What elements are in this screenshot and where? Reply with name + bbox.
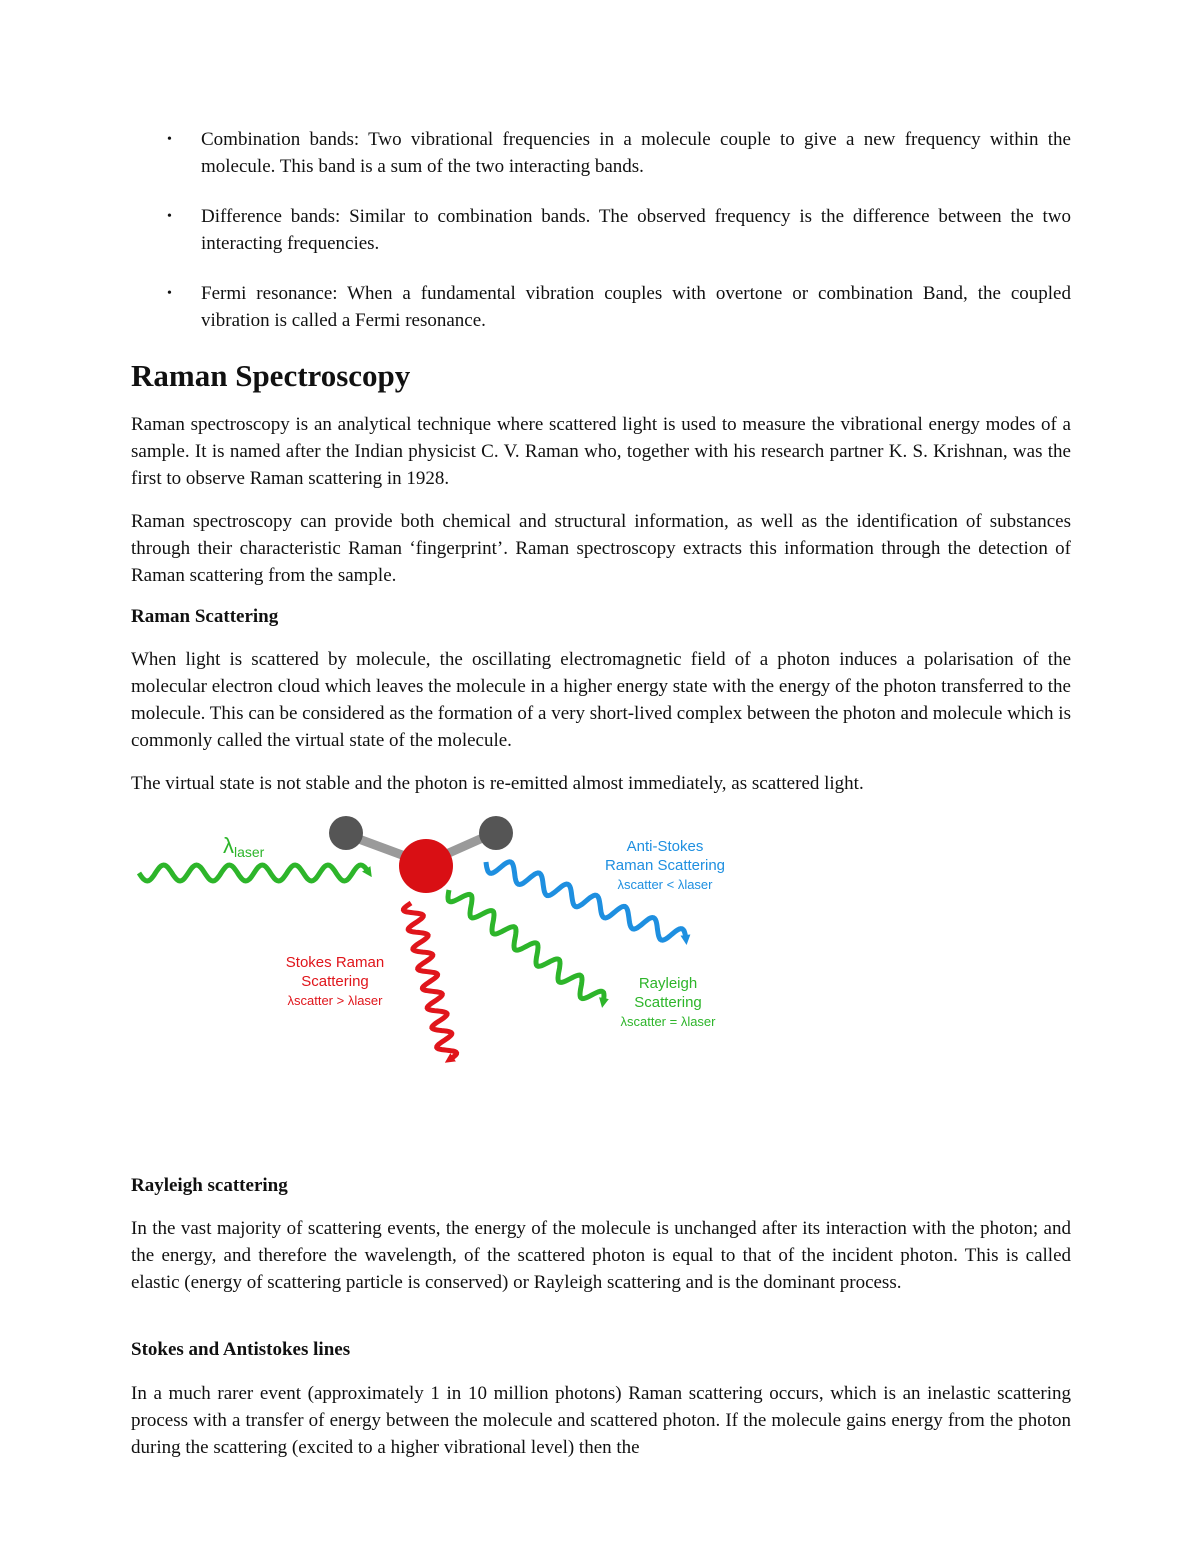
laser-subscript: laser xyxy=(234,844,265,860)
stokes-equation: λscatter > λlaser xyxy=(287,993,383,1008)
rayleigh-title-1: Rayleigh xyxy=(638,975,698,992)
raman-scattering-diagram xyxy=(131,810,751,1072)
stokes-title-1: Stokes Raman xyxy=(285,954,385,971)
rayleigh-paragraph: In the vast majority of scattering events, the energy of the molecule is unchanged after its interaction with the photon; and the energy, and therefore the wavelength, of the scattered photon is equal to that of the incident photon. This is called elastic (energy of scattering particle is conserved) or Rayleigh scattering and is the dominant process. xyxy=(131,1218,1071,1293)
stokes-wave xyxy=(403,903,456,1060)
stokes-paragraph: In a much rarer event (approximately 1 in 10 million photons) Raman scattering occurs, which is an inelastic scattering process with a transfer of energy between the molecule and scattered photon. If the molecule gains energy from the photon during the scattering (excited to a higher vibrational level) then the xyxy=(131,1383,1071,1458)
laser-lambda: λ xyxy=(223,833,234,858)
section-title: Raman Spectroscopy xyxy=(131,358,411,393)
bullet-list xyxy=(131,126,1071,357)
raman-scattering-paragraph-2: The virtual state is not stable and the photon is re-emitted almost immediately, as scattered light. xyxy=(131,773,864,794)
stokes-heading: Stokes and Antistokes lines xyxy=(131,1339,351,1360)
rayleigh-heading: Rayleigh scattering xyxy=(131,1175,288,1196)
raman-paragraph-2: Raman spectroscopy can provide both chemical and structural information, as well as the identification of substances through their characteristic Raman ‘fingerprint’. Raman spectroscopy extracts this information through the detection of Raman scattering from the sample. xyxy=(131,511,1071,586)
bullet-icon: • xyxy=(167,132,172,147)
bullet-icon: • xyxy=(167,209,172,224)
stokes-title-2: Scattering xyxy=(301,973,369,990)
bullet-combination-bands xyxy=(131,126,1071,180)
raman-scattering-paragraph-1: When light is scattered by molecule, the oscillating electromagnetic field of a photon induces a polarisation of the molecular electron cloud which leaves the molecule in a higher energy state with the energy of the photon transferred to the molecule. This can be considered as the formation of a very short-lived complex between the photon and molecule which is commonly called the virtual state of the molecule. xyxy=(131,649,1071,751)
anti-stokes-equation: λscatter < λlaser xyxy=(617,877,713,892)
molecule-atom-left xyxy=(329,816,363,850)
bullet-text: Difference bands: Similar to combination bands. The observed frequency is the difference between the two interacting frequencies. xyxy=(201,206,1071,254)
anti-stokes-title-2: Raman Scattering xyxy=(604,857,726,874)
rayleigh-equation: λscatter = λlaser xyxy=(620,1014,716,1029)
laser-wave xyxy=(139,865,369,881)
raman-scattering-heading: Raman Scattering xyxy=(131,606,279,627)
anti-stokes-title-1: Anti-Stokes xyxy=(626,838,704,855)
raman-paragraph-1: Raman spectroscopy is an analytical technique where scattered light is used to measure the vibrational energy modes of a sample. It is named after the Indian physicist C. V. Raman who, together with his research partner K. S. Krishnan, was the first to observe Raman scattering in 1928. xyxy=(131,414,1071,489)
bullet-fermi-resonance xyxy=(131,280,1071,334)
rayleigh-title-2: Scattering xyxy=(634,994,702,1011)
bullet-text: Fermi resonance: When a fundamental vibration couples with overtone or combination Band, the coupled vibration is called a Fermi resonance. xyxy=(201,283,1071,331)
molecule-atom-center xyxy=(399,839,453,893)
molecule-atom-right xyxy=(479,816,513,850)
bullet-difference-bands xyxy=(131,203,1071,257)
bullet-text: Combination bands: Two vibrational frequencies in a molecule couple to give a new frequency within the molecule. This band is a sum of the two interacting bands. xyxy=(201,129,1071,177)
laser-label xyxy=(223,833,265,860)
bullet-icon: • xyxy=(167,286,172,301)
